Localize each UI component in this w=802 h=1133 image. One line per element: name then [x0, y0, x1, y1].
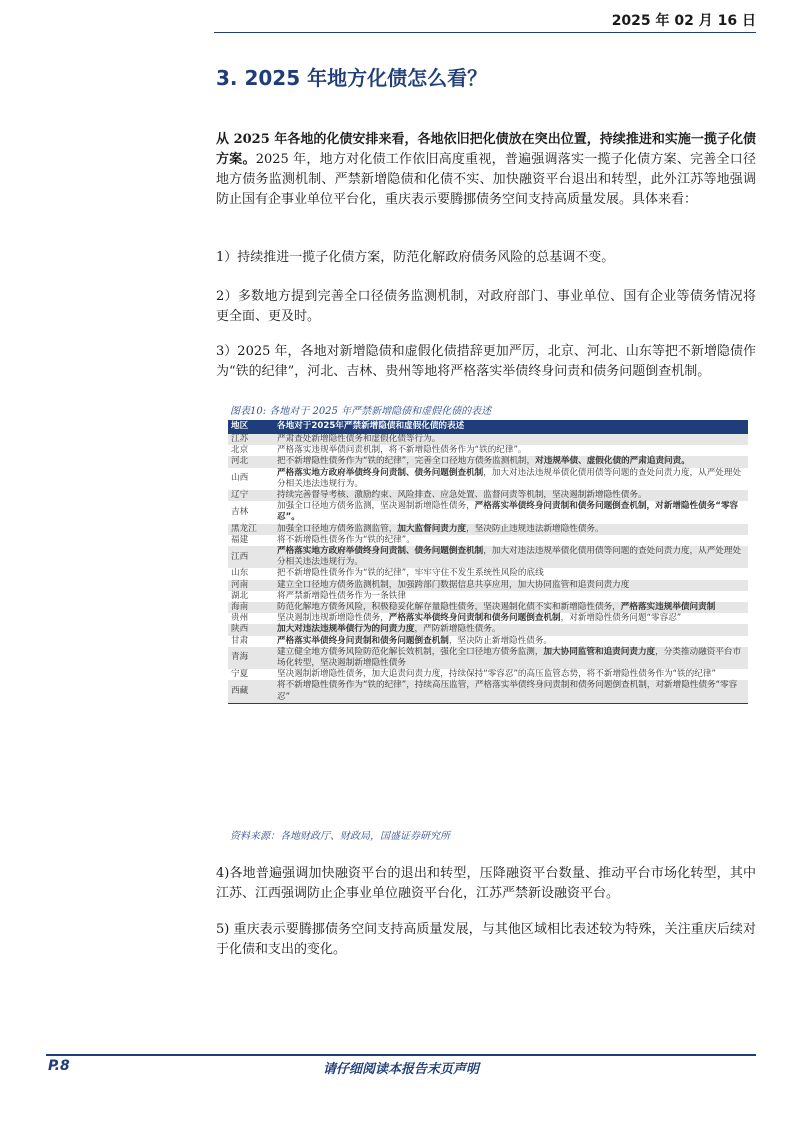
statement-text: 将不新增隐性债务作为“铁的纪律”，持续高压监管，严格落实举债终身问责制和债务问题倒查机制，对新增隐性债务“零容忍”: [277, 680, 738, 702]
table-row: [228, 680, 748, 703]
statement-text-after: ，严防新增隐性债务。: [414, 624, 501, 635]
figure-title: 图表10: 各地对于 2025 年严禁新增隐债和虚假化债的表述: [230, 406, 492, 417]
table-row: [228, 647, 748, 669]
point-2-text: 2）多数地方提到完善全口径债务监测机制，对政府部门、事业单位、国有企业等债务情况将更全面、更及时。: [216, 289, 756, 324]
point-3-text: 3）2025 年，各地对新增隐债和虚假化债措辞更加严厉，北京、河北、山东等把不新增隐债作为“铁的纪律”，河北、吉林、贵州等地将严格落实举债终身问责和债务问题倒查机制。: [216, 344, 756, 379]
table-row: [228, 456, 748, 467]
statement-text: 坚决遏制新增隐性债务，加大追责问责力度，持续保持“零容忍”的高压监管态势，将不新增隐性债务作为“铁的纪律”: [277, 669, 716, 680]
statement-text-after: ，坚决防止违规违法新增隐性债务。: [466, 523, 604, 534]
region-cell: 北京: [228, 445, 274, 456]
statement-emphasis: 严格落实地方政府举债终身问责制、债务问题倒查机制: [277, 467, 484, 478]
intro-body: 2025 年，地方对化债工作依旧高度重视，普遍强调落实一揽子化债方案、完善全口径地方债务监测机制、严禁新增隐债和化债不实、加快融资平台退出和转型，此外江苏等地强调防止国有企事业单位平台化，重庆表示要腾挪债务空间支持高质量发展。具体来看：: [216, 152, 756, 207]
statement-text: 严肃查处新增隐性债务和虚假化债等行为。: [277, 434, 441, 444]
column-header-statement: 各地对于2025年严禁新增隐债和虚假化债的表述: [274, 420, 748, 434]
statement-cell: [274, 624, 748, 635]
region-cell: 海南: [228, 602, 274, 613]
region-cell: 山东: [228, 568, 274, 579]
statement-text-after: ，加大对违法违规举债化债用债等问题的查处问责力度，从严处理处分相关违法违规行为。: [277, 467, 742, 489]
point-5-text: 5) 重庆表示要腾挪债务空间支持高质量发展，与其他区域相比表述较为特殊，关注重庆后续对于化债和支出的变化。: [216, 922, 756, 957]
point-1: [216, 248, 756, 268]
statement-text: 严格落实违规举债问责机制，将不新增隐性债务作为“铁的纪律”。: [277, 445, 527, 456]
table-row: [228, 580, 748, 591]
region-cell: 山西: [228, 468, 274, 490]
region-cell: 湖北: [228, 591, 274, 602]
region-cell: 宁夏: [228, 669, 274, 680]
point-4: [216, 864, 756, 904]
region-cell: 河北: [228, 456, 274, 467]
intro-paragraph: [216, 130, 756, 210]
statement-text: 把不新增隐性债务作为“铁的纪律”，牢牢守住不发生系统性风险的底线: [277, 568, 544, 579]
table-row: [228, 613, 748, 624]
statement-text-after: ，分类推动融资平台市场化转型，坚决遏制新增隐性债务: [277, 646, 742, 669]
statement-text-after: ，对新增隐性债务问题“零容忍”: [560, 613, 682, 624]
statement-cell: [274, 546, 748, 568]
statement-text: 建立健全地方债务风险防范化解长效机制，强化全口径地方债务监测，: [277, 646, 544, 657]
statement-text-after: ，加大对违法违规举债化债用债等问题的查处问责力度，从严处理处分相关违法违规行为。: [277, 546, 742, 568]
statement-cell: [274, 501, 748, 523]
statement-emphasis: 严格落实举债终身问责制和债务问题倒查机制: [388, 613, 561, 624]
point-2: [216, 287, 756, 327]
statement-emphasis: 加大协同监管和追责问责力度: [543, 646, 656, 657]
table-header-row: [228, 420, 748, 434]
column-header-region: 地区: [228, 420, 274, 434]
point-1-text: 1）持续推进一揽子化债方案，防范化解政府债务风险的总基调不变。: [216, 250, 615, 265]
statement-text: 坚决遏制违规新增隐性债务，: [277, 613, 389, 624]
statement-cell: [274, 602, 748, 613]
statement-emphasis: 加大对违法违规举债行为的问责力度: [277, 624, 415, 635]
point-3: [216, 342, 756, 382]
table-row: [228, 624, 748, 635]
region-cell: 江西: [228, 546, 274, 568]
statement-cell: [274, 591, 748, 602]
statement-cell: [274, 613, 748, 624]
point-4-text: 4)各地普遍强调加快融资平台的退出和转型，压降融资平台数量、推动平台市场化转型，其中江苏、江西强调防止企事业单位融资平台化，江苏严禁新设融资平台。: [216, 866, 756, 901]
region-cell: 西藏: [228, 680, 274, 703]
region-statements-table: [228, 420, 748, 704]
statement-cell: [274, 636, 748, 647]
table-row: [228, 669, 748, 680]
footer-disclaimer: 请仔细阅读本报告末页声明: [322, 1062, 479, 1077]
statement-cell: [274, 669, 748, 680]
header-divider: [214, 32, 756, 33]
statement-emphasis: 对违规举债、虚假化债的严肃追责问责。: [535, 456, 690, 467]
statement-text: 把不新增隐性债务作为“铁的纪律”，完善全口径地方债务监测机制，: [277, 456, 536, 467]
statement-text: 将不新增隐性债务作为“铁的纪律”。: [277, 534, 415, 545]
table-row: [228, 501, 748, 523]
table-row: [228, 546, 748, 568]
statement-cell: [274, 434, 748, 445]
statement-cell: [274, 680, 748, 703]
table-row: [228, 445, 748, 456]
statement-text: 加强全口径地方债务监测，坚决遏制新增隐性债务，: [277, 501, 475, 512]
region-cell: 青海: [228, 647, 274, 669]
footer-divider: [46, 1054, 756, 1056]
intro-bold-lead: 从 2025 年各地的化债安排来看，各地依旧把化债放在突出位置，持续推进和实施一揽子化债方案。: [216, 132, 756, 167]
table-row: [228, 535, 748, 546]
table-row: [228, 434, 748, 445]
statement-text: 将严禁新增隐性债务作为一条铁律: [277, 590, 406, 601]
statement-emphasis: 严格落实地方政府举债终身问责制、债务问题倒查机制: [277, 546, 484, 557]
statement-text: 加强全口径地方债务监测监管，: [277, 523, 398, 534]
statement-text-after: ，坚决防止新增隐性债务。: [448, 635, 553, 646]
statement-cell: [274, 468, 748, 490]
table-row: [228, 468, 748, 490]
region-cell: 江苏: [228, 434, 274, 445]
section-title: 3. 2025 年地方化债怎么看？: [216, 66, 488, 90]
table-row: [228, 636, 748, 647]
table-row: [228, 591, 748, 602]
figure-source: 资料来源：各地财政厅、财政局，国盛证券研究所: [230, 831, 450, 842]
region-cell: 贵州: [228, 613, 274, 624]
statement-cell: [274, 445, 748, 456]
page-number: P.8: [48, 1058, 70, 1074]
statement-emphasis: 严格落实举债终身问责制和债务问题倒查机制: [277, 635, 449, 646]
statement-text: 持续完善督导考核、激励约束、风险排查、应急处置、监督问责等机制，坚决遏制新增隐性债务。: [277, 490, 647, 501]
table-row: [228, 602, 748, 613]
region-cell: 吉林: [228, 501, 274, 523]
region-cell: 黑龙江: [228, 524, 274, 535]
table-row: [228, 524, 748, 535]
statement-cell: [274, 524, 748, 535]
statement-cell: [274, 456, 748, 467]
region-cell: 甘肃: [228, 636, 274, 647]
statement-emphasis: 严格落实举债终身问责制和债务问题倒查机制，对新增隐性债务“零容忍”。: [277, 501, 739, 523]
statement-cell: [274, 535, 748, 546]
report-date: 2025 年 02 月 16 日: [611, 13, 756, 29]
statement-cell: [274, 568, 748, 579]
region-cell: 辽宁: [228, 490, 274, 501]
table-body: [228, 434, 748, 703]
statement-text: 防范化解地方债务风险，积极稳妥化解存量隐性债务，坚决遏制化债不实和新增隐性债务，: [277, 602, 621, 613]
point-5: [216, 920, 756, 960]
region-cell: 河南: [228, 580, 274, 591]
statement-cell: [274, 490, 748, 501]
statement-cell: [274, 647, 748, 669]
region-cell: 陕西: [228, 624, 274, 635]
region-cell: 福建: [228, 535, 274, 546]
statement-emphasis: 加大监督问责力度: [397, 523, 467, 534]
statement-text: 建立全口径地方债务监测机制，加强跨部门数据信息共享应用，加大协同监管和追责问责力度: [277, 579, 630, 590]
statement-emphasis: 严格落实违规举债问责制: [620, 602, 716, 613]
table-row: [228, 568, 748, 579]
table-row: [228, 490, 748, 501]
statement-cell: [274, 580, 748, 591]
